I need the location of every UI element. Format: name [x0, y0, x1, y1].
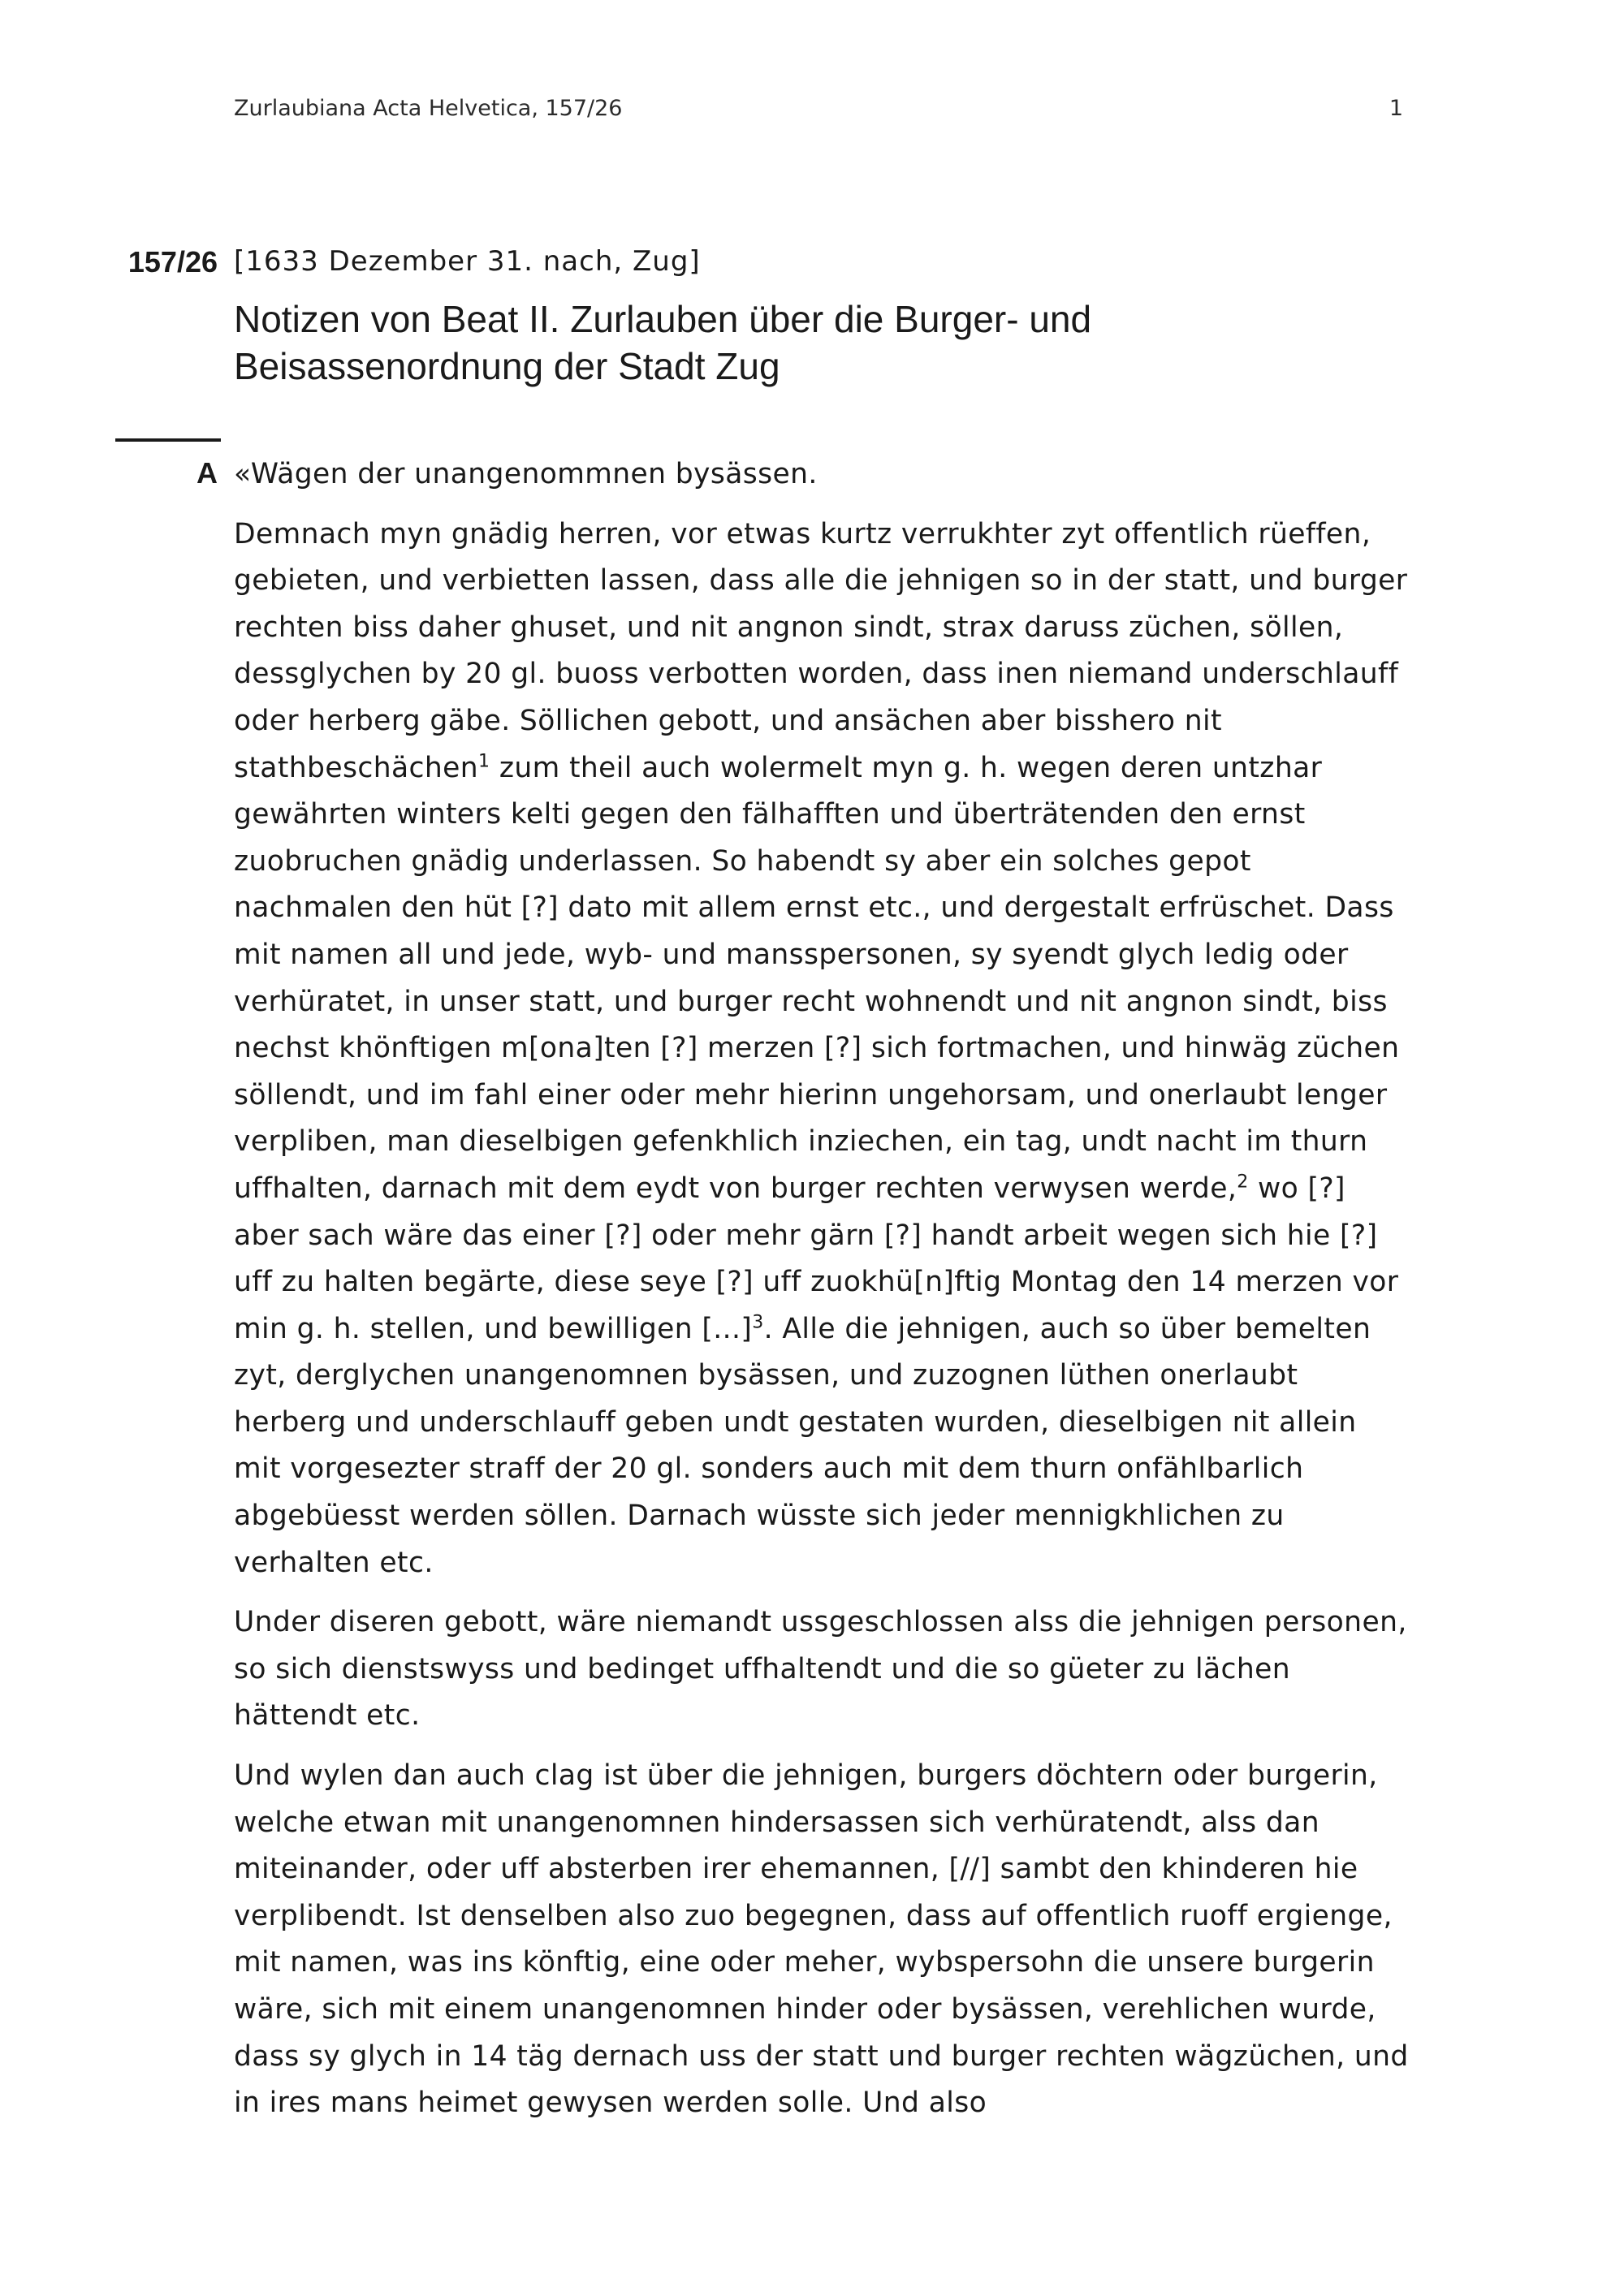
- section-label: A: [197, 456, 218, 490]
- paragraph-1-part-c: wo [?] aber sach wäre das einer [?] oder mehr gärn [?] handt arbeit wegen sich hie [?] uff zu halten begärte, diese seye [?] uff zuokhü[n]ftig Montag den 14 merzen vor min g. h. stellen, und bewilligen [...]: [234, 1172, 1399, 1345]
- paragraph-1-part-d: . Alle die jehnigen, auch so über bemelten zyt, derglychen unangenomnen bysässen, und zuzognen lüthen onerlaubt herberg und underschlauff geben undt gestaten wurden, dieselbigen nit allein mit vorgesezter straff der 20 gl. sonders auch mit dem thurn onfählbarlich abgebüesst werden söllen. Darnach wüsste sich jeder mennigkhlichen zu verhalten etc.: [234, 1312, 1371, 1579]
- document-title: Notizen von Beat II. Zurlauben über die Burger- und Beisassenordnung der Stadt Zug: [234, 298, 1092, 387]
- collection-title: Zurlaubiana Acta Helvetica, 157/26: [234, 96, 623, 121]
- footnote-ref-2[interactable]: 2: [1237, 1172, 1249, 1193]
- paragraph-2: Under diseren gebott, wäre niemandt ussgeschlossen alss die jehnigen personen, so sich dienstswyss und bedinget uffhaltendt und die so güeter zu lächen hättendt etc.: [234, 1606, 1407, 1733]
- page-number: 1: [1389, 96, 1403, 121]
- document-date: [1633 Dezember 31. nach, Zug]: [234, 245, 701, 278]
- footnote-ref-1[interactable]: 1: [478, 751, 490, 772]
- paragraph-1: [234, 511, 1411, 1587]
- paragraph-1-part-b: zum theil auch wolermelt myn g. h. wegen deren untzhar gewährten winters kelti gegen den fälhafften und überträtenden den ernst zuobruchen gnädig underlassen. So habendt sy aber ein solches gepot nachmalen den hüt [?] dato mit allem ernst etc., und dergestalt erfrüschet. Dass mit namen all und jede, wyb- und mansspersonen, sy syendt glych ledig oder verhüratet, in unser statt, und burger recht wohnendt und nit angnon sindt, biss nechst khönftigen m[ona]ten [?] merzen [?] sich fortmachen, und hinwäg züchen söllendt, und im fahl einer oder mehr hierinn ungehorsam, und onerlaubt lenger verpliben, man dieselbigen gefenkhlich inziechen, ein tag, undt nacht im thurn uffhalten, darnach mit dem eydt von burger rechten verwysen werde,: [234, 751, 1400, 1205]
- running-header: [234, 96, 1403, 121]
- transcription-body: [234, 451, 1411, 2140]
- paragraph-3: Und wylen dan auch clag ist über die jehnigen, burgers döchtern oder burgerin, welche etwan mit unangenomnen hindersassen sich verhüratendt, alss dan miteinander, oder uff absterben irer ehemannen, [//] sambt den khinderen hie verplibendt. Ist denselben also zuo begegnen, dass auf offentlich ruoff ergienge, mit namen, was ins könftig, eine oder meher, wybspersohn die unsere burgerin wäre, sich mit einem unangenomnen hinder oder bysässen, verehlichen wurde, dass sy glych in 14 täg dernach uss der statt und burger rechten wägzüchen, und in ires mans heimet gewysen werden solle. Und also: [234, 1759, 1409, 2120]
- document-number: 157/26: [127, 245, 218, 278]
- footnote-ref-3[interactable]: 3: [752, 1312, 764, 1333]
- section-divider: [115, 438, 221, 442]
- paragraph-1-part-a: Demnach myn gnädig herren, vor etwas kurtz verrukhter zyt offentlich rüeffen, gebieten, und verbietten lassen, dass alle die jehnigen so in der statt, und burger rechten biss daher ghuset, und nit angnon sindt, strax daruss züchen, söllen, dessglychen by 20 gl. buoss verbotten worden, dass inen niemand underschlauff oder herberg gäbe. Söllichen gebott, und ansächen aber bisshero nit stathbeschächen: [234, 517, 1408, 784]
- transcription-heading: «Wägen der unangenommnen bysässen.: [234, 458, 818, 490]
